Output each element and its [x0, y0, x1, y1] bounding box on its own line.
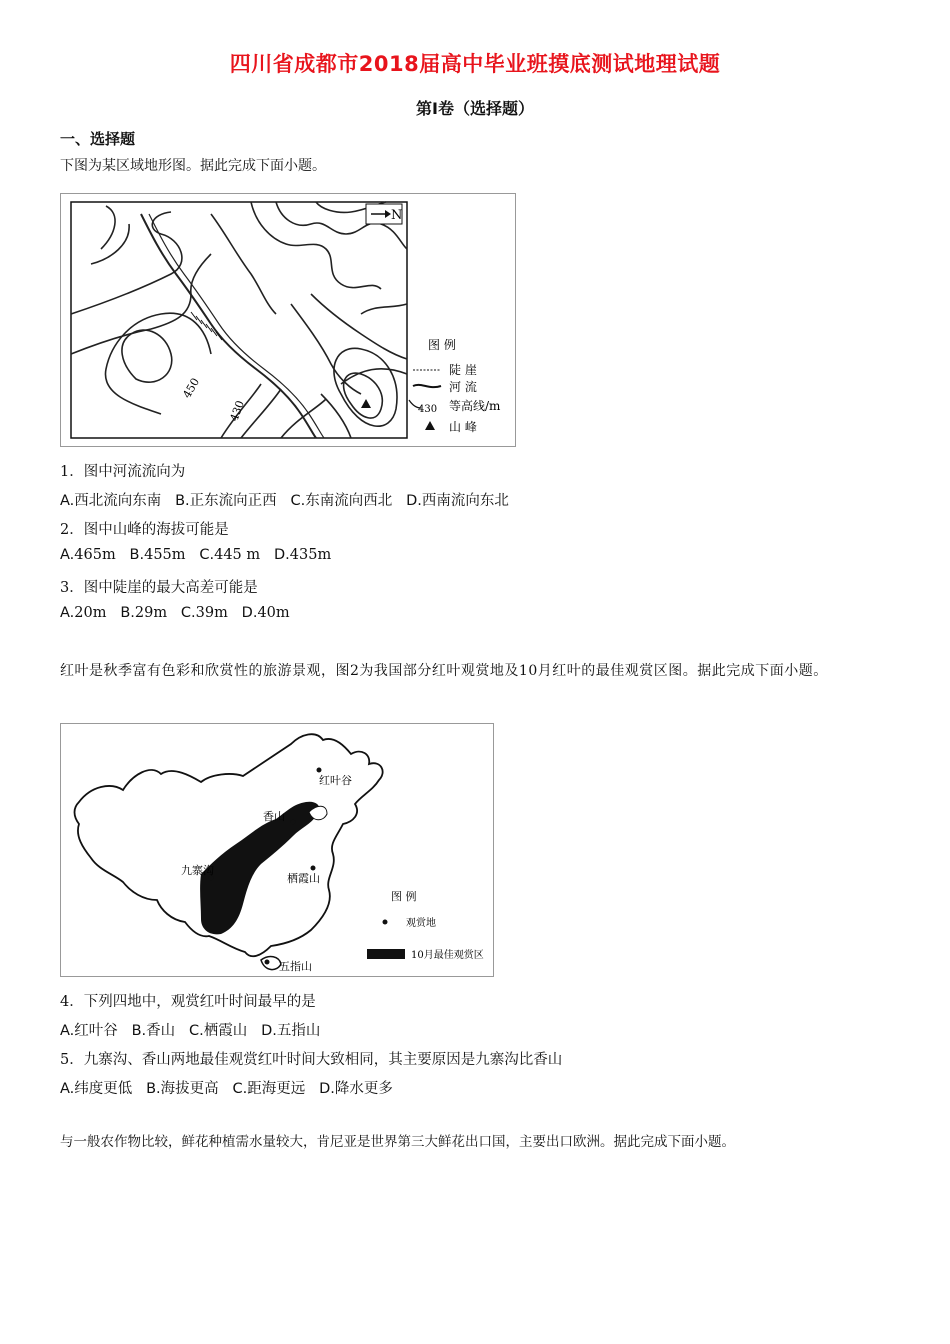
- option-text: 栖霞山: [203, 1023, 248, 1039]
- option-label: B.: [175, 493, 190, 509]
- option-text: 正东流向正西: [189, 493, 277, 509]
- option-label: A.: [60, 1081, 75, 1097]
- intro-text-2: 红叶是秋季富有色彩和欣赏性的旅游景观，图2为我国部分红叶观赏地及10月红叶的最佳观赏区图。据此完成下面小题。: [60, 663, 828, 679]
- label-qixiashan: 栖霞山: [287, 872, 320, 885]
- marker-hongyegu: [317, 768, 322, 773]
- topographic-map-figure: [60, 193, 516, 447]
- label-wuzhishan: 五指山: [279, 960, 312, 973]
- option-label: C.: [199, 547, 215, 563]
- legend-contour: 等高线/m: [449, 399, 501, 413]
- option-label: B.: [120, 605, 135, 621]
- marker-wuzhishan: [265, 960, 270, 965]
- option-label: D.: [319, 1081, 335, 1097]
- option-text: 降水更多: [334, 1081, 393, 1097]
- option-label: C.: [180, 605, 196, 621]
- legend-peak: 山 峰: [449, 420, 477, 434]
- red-leaves-map-figure: [60, 723, 494, 977]
- marker-qixiashan: [311, 866, 316, 871]
- option-label: D.: [261, 1023, 277, 1039]
- label-hongyegu: 红叶谷: [319, 774, 352, 787]
- option-text: 海拔更高: [160, 1081, 219, 1097]
- legend-title: 图 例: [428, 338, 456, 352]
- question-5-stem: 5．九寨沟、香山两地最佳观赏红叶时间大致相同，其主要原因是九寨沟比香山: [60, 1052, 563, 1068]
- option-text: 西南流向东北: [421, 493, 509, 509]
- option-text: 39m: [195, 605, 228, 621]
- option-text: 距海更远: [247, 1081, 306, 1097]
- north-arrow-label: N: [391, 208, 403, 223]
- question-4-options: [60, 1019, 320, 1040]
- option-text: 465m: [74, 547, 116, 563]
- question-2-options: [60, 547, 331, 563]
- part-title: 第Ⅰ卷（选择题）: [416, 99, 534, 118]
- option-text: 29m: [134, 605, 168, 621]
- option-label: A.: [60, 1023, 75, 1039]
- marker-xiangshan: [291, 820, 296, 825]
- option-text: 纬度更低: [74, 1081, 133, 1097]
- option-label: B.: [146, 1081, 161, 1097]
- option-label: C.: [189, 1023, 204, 1039]
- label-jiuzhaigou: 九寨沟: [181, 864, 214, 877]
- option-label: D.: [406, 493, 422, 509]
- option-text: 五指山: [276, 1023, 321, 1039]
- question-2-stem: 2．图中山峰的海拔可能是: [60, 522, 229, 538]
- section-heading: 一、选择题: [60, 130, 136, 148]
- option-label: C.: [232, 1081, 248, 1097]
- option-label: C.: [290, 493, 306, 509]
- question-4-stem: 4．下列四地中，观赏红叶时间最早的是: [60, 994, 316, 1010]
- question-1-stem: 1．图中河流流向为: [60, 464, 186, 480]
- option-text: 东南流向西北: [305, 493, 393, 509]
- option-text: 455m: [144, 547, 186, 563]
- contour-label-450: 450: [180, 375, 203, 401]
- option-text: 红叶谷: [74, 1023, 118, 1039]
- question-5-options: [60, 1077, 393, 1098]
- option-label: A.: [60, 493, 75, 509]
- intro-text-3: 与一般农作物比较，鲜花种植需水量较大，肯尼亚是世界第三大鲜花出口国，主要出口欧洲。据此完成下面小题。: [60, 1134, 735, 1150]
- option-label: D.: [273, 547, 290, 563]
- question-1-options: [60, 489, 509, 510]
- option-text: 435m: [289, 547, 332, 563]
- option-text: 20m: [74, 605, 107, 621]
- option-label: D.: [241, 605, 258, 621]
- label-xiangshan: 香山: [263, 810, 285, 823]
- china-map: [61, 724, 493, 976]
- legend2-site: 观赏地: [406, 918, 436, 929]
- question-3-stem: 3．图中陡崖的最大高差可能是: [60, 580, 258, 596]
- legend-cliff: 陡 崖: [449, 363, 477, 377]
- option-label: A.: [60, 605, 75, 621]
- option-text: 40m: [257, 605, 290, 621]
- peak-marker: [361, 399, 371, 408]
- legend2-region: 10月最佳观赏区: [411, 950, 484, 961]
- intro-text-1: 下图为某区域地形图。据此完成下面小题。: [60, 158, 326, 174]
- page-title: 四川省成都市2018届高中毕业班摸底测试地理试题: [229, 52, 721, 76]
- option-label: B.: [129, 547, 145, 563]
- option-text: 445 m: [214, 547, 261, 563]
- contour-label-430: 430: [227, 398, 248, 424]
- option-label: A.: [60, 547, 75, 563]
- legend-river: 河 流: [449, 380, 477, 394]
- legend-contour-value: 430: [418, 404, 438, 415]
- option-label: B.: [131, 1023, 147, 1039]
- legend2-title: 图 例: [391, 890, 417, 903]
- question-3-options: [60, 605, 290, 621]
- option-text: 香山: [146, 1023, 176, 1039]
- option-text: 西北流向东南: [74, 493, 162, 509]
- topographic-map: [61, 194, 515, 446]
